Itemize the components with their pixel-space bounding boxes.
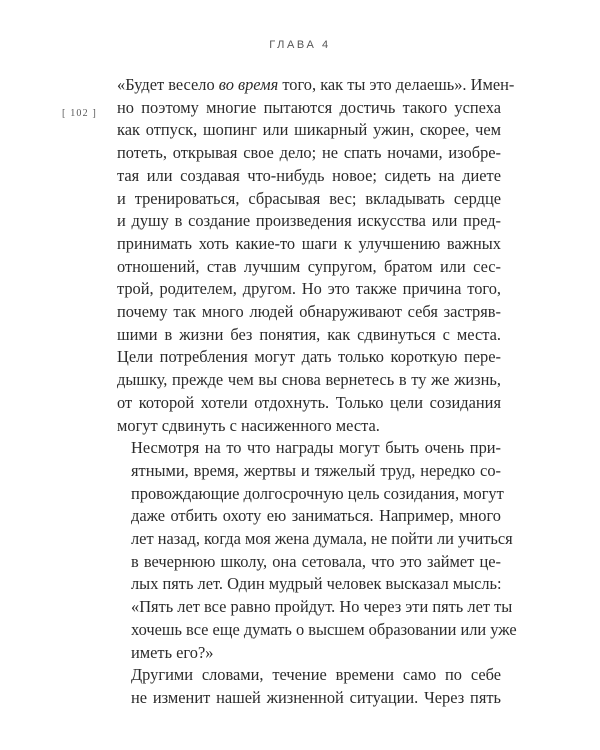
page-number: [ 102 ] <box>62 108 98 119</box>
text-line: иметь его?» <box>131 642 214 662</box>
text-line: тая или создавая что-нибудь новое; сидеть на диете <box>117 165 501 185</box>
text-line: лых пять лет. Один мудрый человек высказал мысль: <box>131 574 502 594</box>
text-line: Несмотря на то что награды могут быть очень при- <box>131 438 501 458</box>
text-line: провождающие долгосрочную цель созидания, могут <box>131 483 504 503</box>
italic-emphasis: во время <box>218 75 279 94</box>
text-line: «Пять лет все равно пройдут. Но через эти пять лет ты <box>131 597 513 617</box>
text-line: дышку, прежде чем вы снова вернетесь в ту же жизнь, <box>117 370 501 390</box>
paragraph-1 <box>117 74 515 437</box>
text-line: и душу в создание произведения искусства или пред- <box>117 211 501 231</box>
text-line: от которой хотели отдохнуть. Только цели созидания <box>117 392 501 412</box>
text-line: «Будет весело во время того, как ты это делаешь». Имен- <box>117 75 515 94</box>
text-line: как отпуск, шопинг или шикарный ужин, скорее, чем <box>117 120 501 140</box>
text-line: потеть, открывая свое дело; не спать ночами, изобре- <box>117 143 501 163</box>
text-line: шими в жизни без понятия, как сдвинуться с места. <box>117 324 501 344</box>
text-line: отношений, став лучшим супругом, братом или сес- <box>117 256 501 276</box>
text-line: трой, родителем, другом. Но это также причина того, <box>117 279 501 299</box>
paragraph-2 <box>117 437 517 664</box>
text-line: лет назад, когда моя жена думала, не пойти ли учиться <box>131 529 513 549</box>
text-line: Цели потребления могут дать только короткую пере- <box>117 347 501 367</box>
text-line: Другими словами, течение времени само по себе <box>131 665 501 685</box>
text-line: даже отбить охоту ею заниматься. Например, много <box>131 506 501 526</box>
text-line: хочешь все еще думать о высшем образовании или уже <box>131 619 517 639</box>
text-line: не изменит нашей жизненной ситуации. Через пять <box>131 687 501 707</box>
text-line: но поэтому многие пытаются достичь такого успеха <box>117 97 501 117</box>
paragraph-3 <box>117 664 501 709</box>
text-line: почему так много людей обнаруживают себя застряв- <box>117 302 501 322</box>
body-text <box>117 74 517 710</box>
text-line: в вечернюю школу, она сетовала, что это займет це- <box>131 551 501 571</box>
text-line: могут сдвинуть с насиженного места. <box>117 415 380 435</box>
running-head: ГЛАВА 4 <box>269 39 331 51</box>
text-line: и тренироваться, сбрасывая вес; вкладывать сердце <box>117 188 501 208</box>
text-line: ятными, время, жертвы и тяжелый труд, нередко со- <box>131 460 501 480</box>
text-line: принимать хоть какие-то шаги к улучшению важных <box>117 233 501 253</box>
